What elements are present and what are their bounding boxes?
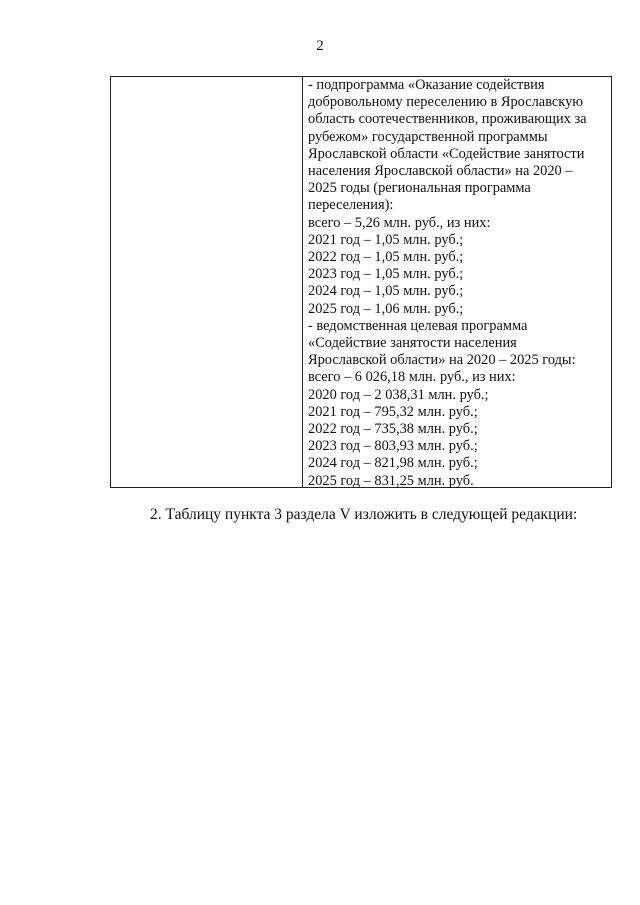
table-line: переселения): <box>308 197 394 214</box>
table-line: всего – 6 026,18 млн. руб., из них: <box>308 369 516 386</box>
instruction-paragraph: 2. Таблицу пункта 3 раздела V изложить в следующей редакции: <box>150 506 578 523</box>
table-line: 2024 год – 821,98 млн. руб.; <box>308 455 478 472</box>
financing-table <box>110 76 612 488</box>
table-line: добровольному переселению в Ярославскую <box>308 94 584 111</box>
table-line: 2023 год – 1,05 млн. руб.; <box>308 266 464 283</box>
table-line: 2024 год – 1,05 млн. руб.; <box>308 283 464 300</box>
table-line: 2025 год – 831,25 млн. руб. <box>308 472 474 489</box>
page-number: 2 <box>316 38 324 54</box>
table-line: всего – 5,26 млн. руб., из них: <box>308 214 491 231</box>
table-line: - ведомственная целевая программа <box>308 317 528 334</box>
table-line: 2025 годы (региональная программа <box>308 180 531 197</box>
table-line: 2021 год – 795,32 млн. руб.; <box>308 403 478 420</box>
table-left-cell <box>111 77 303 487</box>
table-line: населения Ярославской области» на 2020 – <box>308 163 573 180</box>
table-line: 2025 год – 1,06 млн. руб.; <box>308 300 464 317</box>
table-line: 2021 год – 1,05 млн. руб.; <box>308 231 464 248</box>
table-line: 2023 год – 803,93 млн. руб.; <box>308 438 478 455</box>
table-line: 2022 год – 1,05 млн. руб.; <box>308 249 464 266</box>
table-line: - подпрограмма «Оказание содействия <box>308 77 545 93</box>
table-line: 2022 год – 735,38 млн. руб.; <box>308 421 478 438</box>
table-line: область соотечественников, проживающих за <box>308 111 587 128</box>
table-line: рубежом» государственной программы <box>308 128 548 145</box>
table-line: «Содействие занятости населения <box>308 335 517 352</box>
table-line: 2020 год – 2 038,31 млн. руб.; <box>308 386 489 403</box>
table-right-cell <box>303 77 611 487</box>
table-line: Ярославской области» на 2020 – 2025 годы: <box>308 352 576 369</box>
table-line: Ярославской области «Содействие занятости <box>308 145 585 162</box>
